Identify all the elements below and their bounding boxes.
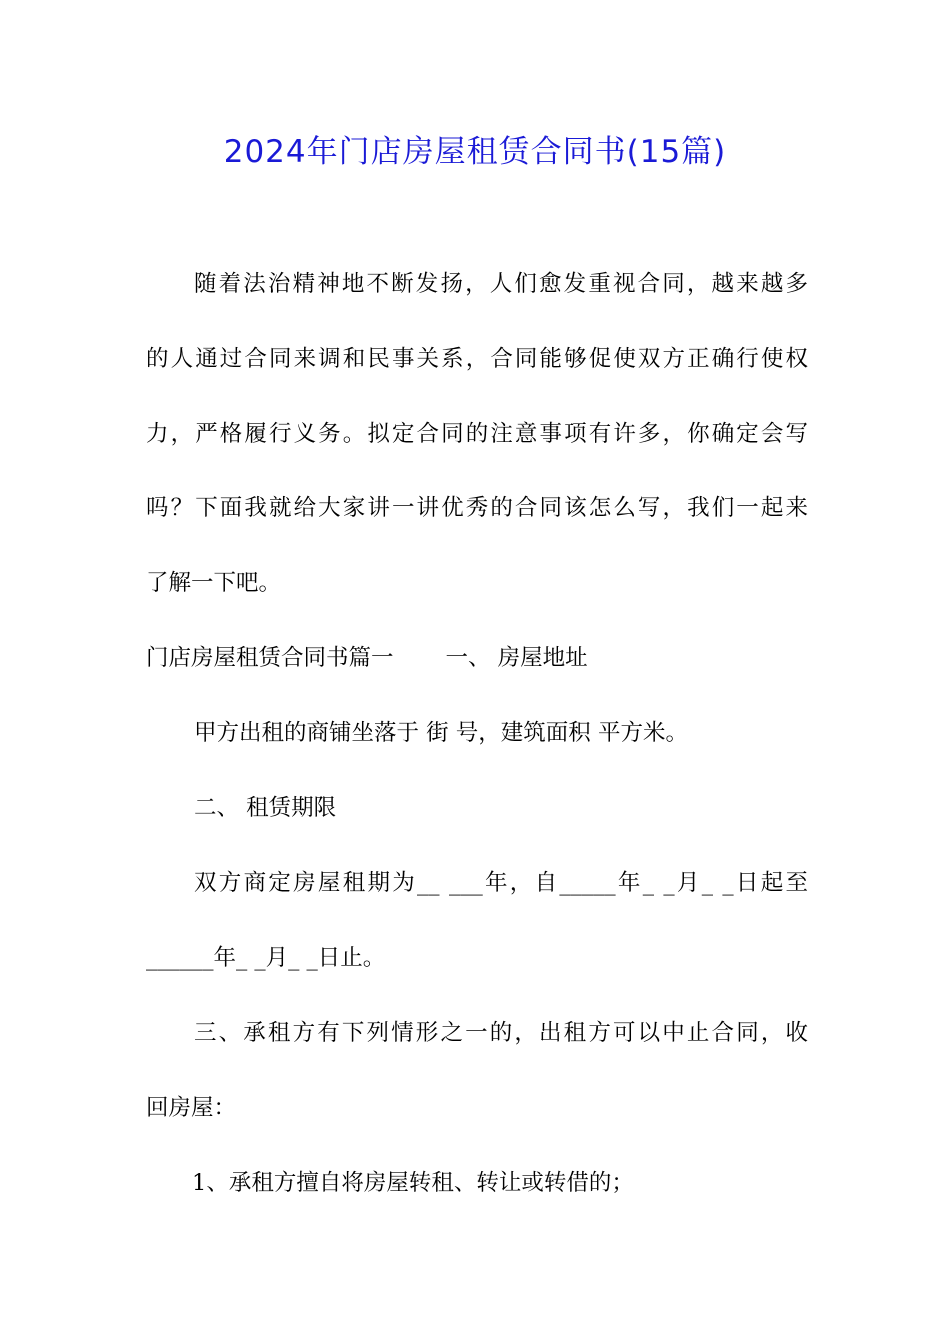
item1-heading: 一、 房屋地址 — [445, 645, 588, 671]
item2-line-1: 双方商定房屋租期为__ ___年，自_____年_ _月_ _日起至 — [194, 870, 808, 896]
item2-line-2: ______年_ _月_ _日止。 — [146, 945, 386, 971]
section-heading: 门店房屋租赁合同书篇一 — [146, 645, 394, 671]
intro-line-3: 力，严格履行义务。拟定合同的注意事项有许多，你确定会写 — [146, 421, 808, 447]
section-heading-row — [146, 640, 808, 676]
intro-line-5: 了解一下吧。 — [146, 570, 282, 596]
intro-line-1: 随着法治精神地不断发扬，人们愈发重视合同，越来越多 — [194, 271, 808, 297]
intro-line-4: 吗？下面我就给大家讲一讲优秀的合同该怎么写，我们一起来 — [146, 495, 808, 521]
item3-point-1: 1、承租方擅自将房屋转租、转让或转借的； — [192, 1170, 634, 1196]
item1-text: 甲方出租的商铺坐落于 街 号，建筑面积 平方米。 — [194, 720, 688, 746]
document-title: 2024年门店房屋租赁合同书(15篇) — [223, 134, 727, 170]
item3-line-1: 三、承租方有下列情形之一的，出租方可以中止合同，收 — [194, 1020, 808, 1046]
intro-line-2: 的人通过合同来调和民事关系，合同能够促使双方正确行使权 — [146, 346, 808, 372]
item3-line-2: 回房屋： — [146, 1095, 237, 1121]
item2-heading: 二、 租赁期限 — [194, 795, 337, 821]
